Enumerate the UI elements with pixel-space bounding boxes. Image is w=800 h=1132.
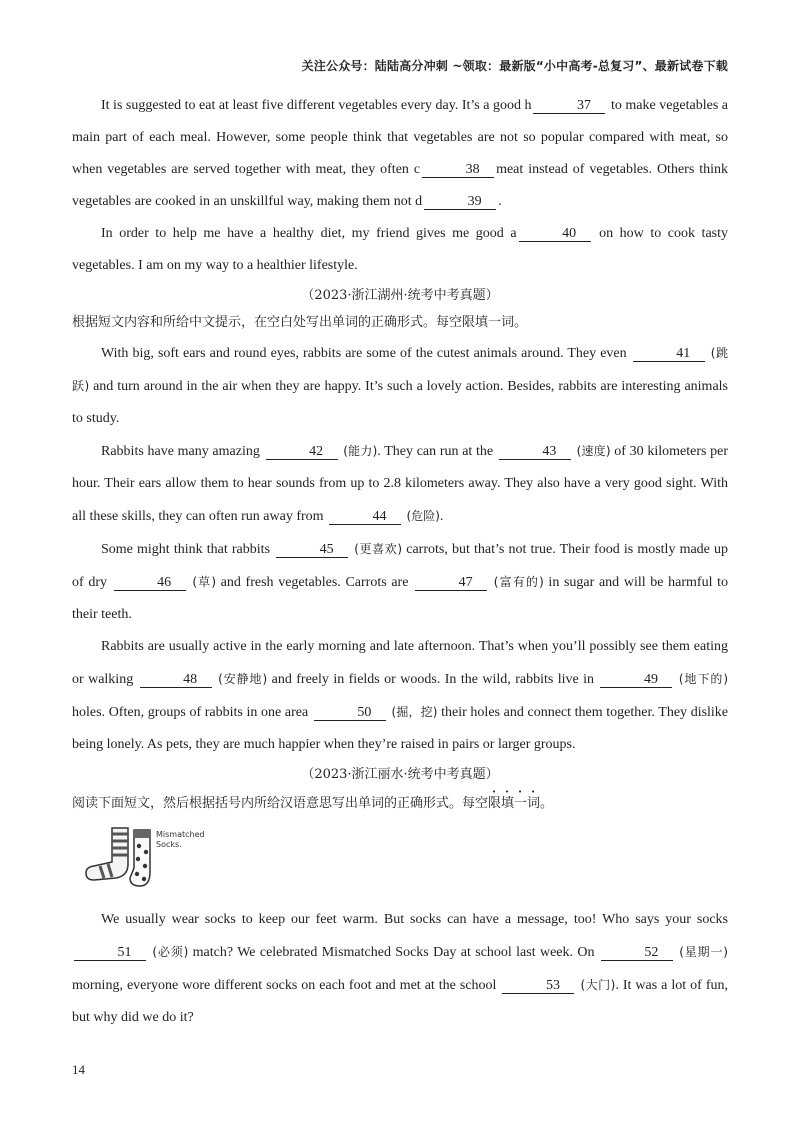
page-number: 14: [72, 1062, 85, 1077]
blank-51[interactable]: 51: [74, 945, 146, 961]
blank-46[interactable]: 46: [114, 575, 186, 591]
blank-49[interactable]: 49: [600, 672, 672, 688]
blank-50[interactable]: 50: [314, 705, 386, 721]
blank-40[interactable]: 40: [519, 226, 591, 242]
blank-41[interactable]: 41: [633, 346, 705, 362]
hint-44: (危险): [406, 509, 440, 523]
blank-52[interactable]: 52: [601, 945, 673, 961]
illustration-label: Mismatched Socks.: [156, 830, 205, 849]
hint-41: (跳跃): [72, 346, 729, 393]
hint-53: (大门): [580, 978, 616, 992]
instruction-1: 根据短文内容和所给中文提示，在空白处写出单词的正确形式。每空限填一词。: [72, 315, 528, 330]
hint-49: (地下的): [678, 672, 729, 686]
hint-45: (更喜欢): [354, 542, 403, 556]
paragraph-5: Some might think that rabbits 45 (更喜欢) carrots, but that’s not true. Their food is mostly made up of dry 46 (草) and fresh vegetables. Carrots are 47 (富有的) in sugar and will be harmful to their teeth.: [72, 542, 729, 622]
hint-43: (速度): [576, 444, 611, 458]
paragraph-4: Rabbits have many amazing 42 (能力). They can run at the 43 (速度) of 30 kilometers per hour. Their ears allow them to hear sounds from up to 2.8 kilometers away. They also have a very good sight. With all these skills, they can often run away from 44 (危险).: [72, 444, 729, 524]
blank-45[interactable]: 45: [276, 542, 348, 558]
hint-51: (必须): [152, 945, 189, 959]
paragraph-1: It is suggested to eat at least five different vegetables every day. It’s a good h 37 to make vegetables a main part of each meal. However, some people think that vegetables are not so popular compared with meat, so when vegetables are served together with meat, they often c 38 meat instead of vegetables. Others think vegetables are cooked in an unskillful way, making them not d 39 .: [72, 98, 728, 209]
page-header: 关注公众号：陆陆高分冲刺 ~领取：最新版“小中高考-总复习”、最新试卷下载: [301, 59, 728, 73]
paragraph-3: With big, soft ears and round eyes, rabbits are some of the cutest animals around. They even 41 (跳跃) and turn around in the air when they are happy. It’s such a lovely action. Besides, rabbits are interesting animals to study.: [72, 346, 729, 426]
paragraph-6: Rabbits are usually active in the early morning and late afternoon. That’s when you’ll possibly see them eating or walking 48 (安静地) and freely in fields or woods. In the wild, rabbits live in 49 (地下的) holes. Often, groups of rabbits in one area 50 (掘，挖) their holes and connect them together. They dislike being lonely. As pets, they are much happier when they’re raised in pairs or larger groups.: [72, 639, 729, 752]
hint-50: (掘，挖): [391, 705, 438, 719]
blank-44[interactable]: 44: [329, 509, 401, 525]
hint-47: (富有的): [493, 575, 544, 589]
blank-38[interactable]: 38: [422, 162, 494, 178]
blank-37[interactable]: 37: [533, 98, 605, 114]
emphasized-text: 限填一词: [488, 796, 541, 811]
blank-39[interactable]: 39: [424, 194, 496, 210]
blank-47[interactable]: 47: [415, 575, 487, 591]
blank-53[interactable]: 53: [502, 978, 574, 994]
blank-43[interactable]: 43: [499, 444, 571, 460]
document-body: [72, 90, 728, 1034]
instruction-2: 阅读下面短文，然后根据括号内所给汉语意思写出单词的正确形式。每空限填一词。: [72, 796, 554, 811]
hint-48: (安静地): [218, 672, 268, 686]
mismatched-socks-illustration: [78, 824, 728, 894]
blank-48[interactable]: 48: [140, 672, 212, 688]
hint-42: (能力): [343, 444, 378, 458]
hint-46: (草): [192, 575, 217, 589]
paragraph-2: In order to help me have a healthy diet, my friend gives me good a 40 on how to cook tasty vegetables. I am on my way to a healthier lifestyle.: [72, 226, 729, 273]
hint-52: (星期一): [679, 945, 728, 959]
source-label-2: （2023·浙江丽水·统考中考真题）: [301, 767, 499, 782]
blank-42[interactable]: 42: [266, 444, 338, 460]
source-label-1: （2023·浙江湖州·统考中考真题）: [301, 288, 499, 303]
paragraph-7: We usually wear socks to keep our feet warm. But socks can have a message, too! Who says your socks 51 (必须) match? We celebrated Mismatched Socks Day at school last week. On 52 (星期一) morning, everyone wore different socks on each foot and met at the school 53 (大门). It was a lot of fun, but why did we do it?: [72, 912, 728, 1025]
